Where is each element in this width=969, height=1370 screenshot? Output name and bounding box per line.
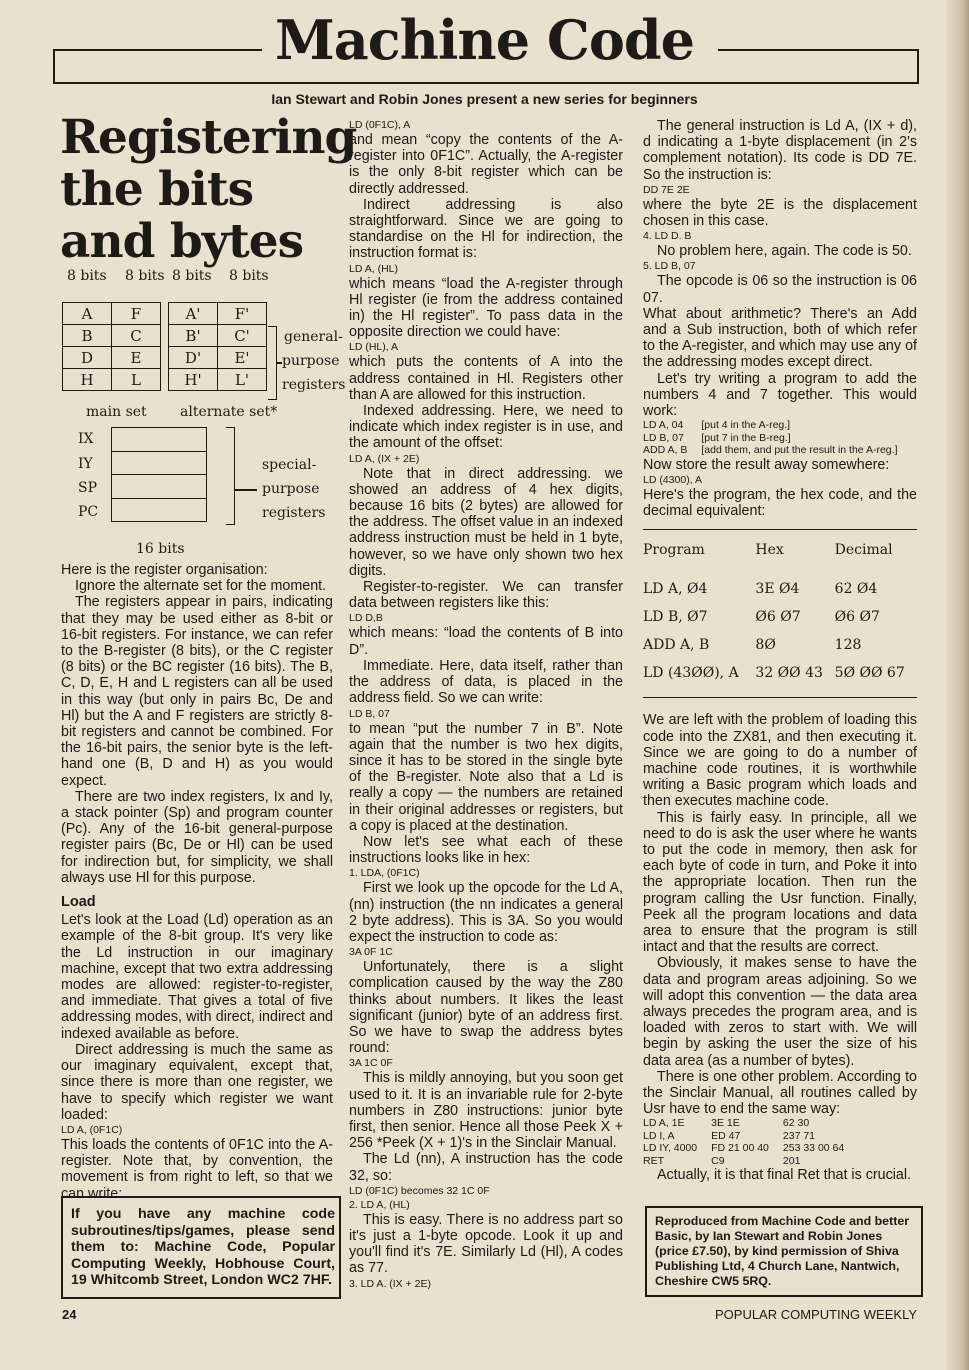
table-header: Decimal: [835, 530, 917, 577]
paragraph: which means: “load the contents of B into D”.: [349, 625, 623, 658]
magazine-name: POPULAR COMPUTING WEEKLY: [714, 1307, 917, 1322]
paragraph: to mean “put the number 7 in B”. Note again that the number is two hex digits, since it has to be stored in the single byte of the B-register. Note also that a Ld is really a copy — the numbers are retained in their original addresses or registers, but a copy is placed at the destination.: [349, 720, 623, 834]
special-brace: [226, 427, 235, 525]
special-label: registers: [262, 505, 326, 521]
code-line: LD B, 07: [349, 707, 390, 720]
table-cell: 32 ØØ 43: [755, 661, 834, 698]
paragraph: Direct addressing is much the same as our imaginary equivalent, except that, since there is more than one register, we have to specify which register we want loaded:: [61, 1041, 333, 1123]
bits-label: 8 bits: [125, 268, 165, 284]
alternate-set-label: alternate set*: [180, 404, 278, 420]
column-1: [61, 562, 333, 1202]
code-line: 2. LD A, (HL): [349, 1198, 410, 1211]
code-line: LD A, (IX + 2E): [349, 452, 420, 465]
reg-cell: A': [169, 303, 218, 325]
code-line: 3A 1C 0F: [349, 1057, 393, 1070]
submission-box: If you have any machine code subroutines/tips/games, please send them to: Machine Code, Popular Computing Weekly, Hobhouse Court, 19 Whitcomb Street, London WC2 7HF.: [61, 1196, 341, 1299]
listing-hex: FD 21 00 40: [711, 1142, 769, 1155]
brace-tick: [235, 489, 257, 491]
paragraph: and mean “copy the contents of the A-register into 0F1C”. Actually, the A-register is the only 8-bit register which can be directly addressed.: [349, 132, 623, 197]
code-line: 3A 0F 1C: [349, 946, 393, 959]
table-cell: Ø6 Ø7: [834, 608, 880, 625]
listing-hex: 3E 1E: [711, 1117, 740, 1130]
reg-cell: E': [218, 347, 267, 369]
masthead-box-bottom: [53, 82, 919, 84]
column-2: [349, 118, 623, 1291]
listing-row: [643, 1155, 858, 1168]
paragraph: Indirect addressing is also straightforward. Since we are going to standardise on the Hl for indirection, the instruction format is:: [349, 196, 623, 262]
page-spine: [947, 0, 969, 1370]
main-set-label: main set: [86, 404, 147, 420]
listing-hex: ED 47: [711, 1129, 741, 1142]
code-line: LD A, (HL): [349, 262, 399, 275]
paragraph: Indexed addressing. Here, we need to indicate which index register is in use, and the amount of the offset:: [349, 403, 623, 452]
table-header: Hex: [755, 530, 834, 577]
table-cell: 3E Ø4: [755, 580, 800, 597]
table-row: [643, 605, 917, 633]
column-3: [643, 118, 917, 1184]
page-number: 24: [62, 1307, 77, 1322]
table-cell: LD (43ØØ), A: [643, 661, 755, 698]
reg-cell: A: [63, 303, 112, 325]
paragraph: The general instruction is Ld A, (IX + d), d indicating a 1-byte displacement (in 2's complement notation). Its code is DD 7E. So the instruction is:: [643, 118, 917, 183]
table-row: [643, 577, 917, 605]
listing-code: LD A, 04: [643, 419, 684, 432]
general-label: purpose: [282, 353, 340, 369]
section-heading: Load: [61, 894, 96, 911]
reg-cell: F: [112, 303, 161, 325]
table-cell: ADD A, B: [643, 636, 710, 653]
table-row: [643, 633, 917, 661]
listing-decimal: 253 33 00 64: [782, 1142, 845, 1155]
table-row: [643, 661, 917, 698]
paragraph: Obviously, it makes sense to have the data and program areas adjoining. So we will adopt this convention — the data area always precedes the program area, and is loaded with zeros to start with. We will begin by asking the user the size of his data area (as a number of bytes).: [643, 955, 917, 1069]
reg-cell: B': [169, 325, 218, 347]
paragraph: Immediate. Here, data itself, rather than the address of data, is placed in the address field. So we can write:: [349, 657, 623, 707]
code-line: 5. LD B, 07: [643, 260, 696, 273]
reg-cell: D: [63, 347, 112, 369]
special-reg-label: SP: [78, 480, 98, 496]
listing-row: [643, 432, 911, 445]
code-line: 4. LD D. B: [643, 230, 692, 243]
listing-row: [643, 1117, 858, 1130]
paragraph: The opcode is 06 so the instruction is 06 07.: [643, 273, 917, 306]
bits-label: 8 bits: [172, 268, 212, 284]
reg-cell: C': [218, 325, 267, 347]
code-line: LD D,B: [349, 612, 383, 625]
bits-label: 8 bits: [67, 268, 107, 284]
listing-row: [643, 419, 911, 432]
table-cell: LD B, Ø7: [643, 608, 708, 625]
special-label: special-: [262, 457, 317, 473]
paragraph: First we look up the opcode for the Ld A, (nn) instruction (the nn indicates a general 2 byte address). This is 3A. So you would expect the instruction to code as:: [349, 880, 623, 945]
paragraph: which means “load the A-register through Hl register (ie from the address contained in) the Hl register”. To pass data in the opposite direction we could have:: [349, 275, 623, 341]
reg-cell: H: [63, 369, 112, 391]
special-reg-label: IX: [78, 431, 94, 447]
table-cell: LD A, Ø4: [643, 580, 708, 597]
listing-decimal: 201: [782, 1154, 801, 1167]
program-table: [643, 529, 917, 698]
paragraph: There is one other problem. According to the Sinclair Manual, all routines called by Usr have to end the same way:: [643, 1068, 917, 1118]
paragraph: The registers appear in pairs, indicating that they may be used either as 8-bit or 16-bit registers. For instance, we can refer to the B-register (8 bits), or the C register (8 bits) or the BC register (16 bits). The B, C, D, E, H and L registers can all be used in this way (but only in pairs Bc, De and Hl) but the A and F registers are strictly 8-bit registers and cannot be combined. For the 16-bit pairs, the senior byte is the left-hand one (B, D and H) as you would expect.: [61, 594, 333, 789]
reg-cell: H': [169, 369, 218, 391]
table-cell: 62 Ø4: [834, 580, 878, 597]
listing-code: LD A, 1E: [643, 1117, 685, 1130]
listing-code: ADD A, B: [643, 444, 688, 457]
paragraph: where the byte 2E is the displacement chosen in this case.: [643, 196, 917, 230]
code-line: LD A, (0F1C): [61, 1123, 123, 1136]
reg-cell: B: [63, 325, 112, 347]
listing-row: [643, 444, 911, 457]
main-register-set: [62, 302, 161, 391]
code-line: 1. LDA, (0F1C): [349, 867, 420, 880]
special-register-stack: [111, 427, 207, 522]
paragraph: Here is the register organisation:: [61, 562, 268, 578]
listing-code: LD B, 07: [643, 431, 684, 444]
listing-row: [643, 1130, 858, 1143]
table-cell: Ø6 Ø7: [755, 608, 801, 625]
credit-box: Reproduced from Machine Code and better Basic, by Ian Stewart and Robin Jones (price £7.50), by kind permission of Shiva Publishing Ltd, 4 Church Lane, Nantwich, Cheshire CW5 5RQ.: [645, 1206, 923, 1297]
paragraph: Register-to-register. We can transfer data between registers like this:: [349, 579, 623, 612]
paragraph: Here's the program, the hex code, and the decimal equivalent:: [643, 486, 917, 520]
paragraph: Note that in direct addressing. we showed an address of 4 hex digits, because 16 bits (2 bytes) are allowed for the address. The offset value in an indexed address instruction must be held in 1 byte, however, so we have only shown two hex digits.: [349, 465, 623, 579]
paragraph: This is fairly easy. In principle, all we need to do is ask the user where he wants to put the code in memory, then ask for each byte of code in turn, and Poke it into the appropriate location. Then run the program calling the Usr function. Finally, Peek all the program locations and data area to ensure that the program is still intact and that the results are correct.: [643, 809, 917, 956]
headline: Registering the bits and bytes: [60, 110, 357, 269]
reg-cell: [111, 498, 207, 522]
special-reg-label: PC: [78, 504, 99, 520]
paragraph: Ignore the alternate set for the moment.: [75, 578, 327, 595]
reg-cell: [111, 451, 207, 475]
general-label: general-: [284, 329, 343, 345]
special-label: purpose: [262, 481, 320, 497]
paragraph: Actually, it is that final Ret that is crucial.: [657, 1167, 911, 1184]
code-line: LD (0F1C), A: [349, 119, 411, 131]
paragraph: This is mildly annoying, but you soon get used to it. It is an invariable rule for 2-byte numbers in Z80 instructions: junior byte first, then senior. Hence all those Peek X + 256 *Peek (X + 1)'s in the Sinclair Manual.: [349, 1070, 623, 1152]
reg-cell: [111, 427, 207, 451]
table-header: Program: [643, 530, 755, 577]
code-line: 3. LD A. (IX + 2E): [349, 1277, 431, 1290]
general-label: registers: [282, 377, 346, 393]
code-line: LD (4300), A: [643, 473, 702, 486]
special-reg-label: IY: [78, 456, 93, 472]
paragraph: Now let's see what each of these instructions looks like in hex:: [349, 833, 623, 867]
reg-cell: E: [112, 347, 161, 369]
paragraph: No problem here, again. The code is 50.: [657, 243, 912, 260]
byline: Ian Stewart and Robin Jones present a new series for beginners: [271, 91, 698, 107]
paragraph: The Ld (nn), A instruction has the code 32, so:: [349, 1151, 623, 1184]
reg-cell: D': [169, 347, 218, 369]
listing-comment: [put 7 in the B-reg.]: [701, 431, 791, 444]
paragraph: This is easy. There is no address part so it's just a 1-byte opcode. Look it up and you'll find it's 7E. Similarly Ld (Hl), A codes as 77.: [349, 1211, 623, 1277]
listing-row: [643, 1142, 858, 1155]
alternate-register-set: [168, 302, 267, 391]
table-cell: 5Ø ØØ 67: [835, 661, 917, 698]
reg-cell: C: [112, 325, 161, 347]
paragraph: Now store the result away somewhere:: [643, 456, 890, 473]
code-line: DD 7E 2E: [643, 183, 690, 196]
listing-code: RET: [643, 1154, 664, 1167]
listing-decimal: 237 71: [782, 1129, 816, 1142]
code-line: LD (HL), A: [349, 341, 399, 354]
masthead-title: Machine Code: [275, 8, 694, 72]
paragraph: Let's try writing a program to add the numbers 4 and 7 together. This would work:: [643, 370, 917, 420]
paragraph: Unfortunately, there is a slight complication caused by the way the Z80 thinks about numbers. It likes the least significant (junior) byte of an address first. So we have to swap the address bytes round:: [349, 959, 623, 1057]
bits-label: 8 bits: [229, 268, 269, 284]
example-listing: [643, 419, 911, 457]
code-line: LD (0F1C) becomes 32 1C 0F: [349, 1184, 490, 1197]
listing-comment: [put 4 in the A-reg.]: [701, 419, 791, 432]
paragraph: There are two index registers, Ix and Iy, a stack pointer (Sp) and program counter (Pc). Any of the 16-bit general-purpose register pairs (Bc, De or Hl) can be used for indirection but, for simplicity, we shall always use Hl for this purpose.: [61, 788, 333, 886]
paragraph: This loads the contents of 0F1C into the A-register. Note that, by convention, the movement is from right to left, so that we can write:: [61, 1136, 333, 1202]
listing-code: LD IY, 4000: [643, 1142, 698, 1155]
listing-decimal: 62 30: [782, 1117, 810, 1130]
reg-cell: L: [112, 369, 161, 391]
bottom-bits-label: 16 bits: [136, 541, 185, 557]
paragraph: We are left with the problem of loading this code into the ZX81, and then executing it. Since we are going to do a number of machine code routines, it is worthwhile writing a Basic program which loads and then executes machine code.: [643, 712, 917, 810]
table-cell: 8Ø: [755, 636, 776, 653]
paragraph: which puts the contents of A into the address contained in Hl. Registers other than A are allowed for this instruction.: [349, 354, 623, 403]
paragraph: What about arithmetic? There's an Add and a Sub instruction, both of which refer to the A-register, and which may use any of the addressing modes except direct.: [643, 305, 917, 371]
usr-listing: [643, 1117, 858, 1167]
reg-cell: F': [218, 303, 267, 325]
reg-cell: [111, 474, 207, 498]
listing-comment: [add them, and put the result in the A-reg.]: [701, 444, 898, 457]
paragraph: Let's look at the Load (Ld) operation as an example of the 8-bit group. It's very like the Ld instruction in our imaginary machine, except that two extra addressing modes are allowed: register-to-register, and immediate. That gives a total of five addressing modes, with direct, indirect and indexed available as before.: [61, 912, 333, 1042]
listing-hex: C9: [711, 1154, 725, 1167]
reg-cell: L': [218, 369, 267, 391]
listing-code: LD I, A: [643, 1129, 675, 1142]
table-cell: 128: [834, 636, 862, 653]
